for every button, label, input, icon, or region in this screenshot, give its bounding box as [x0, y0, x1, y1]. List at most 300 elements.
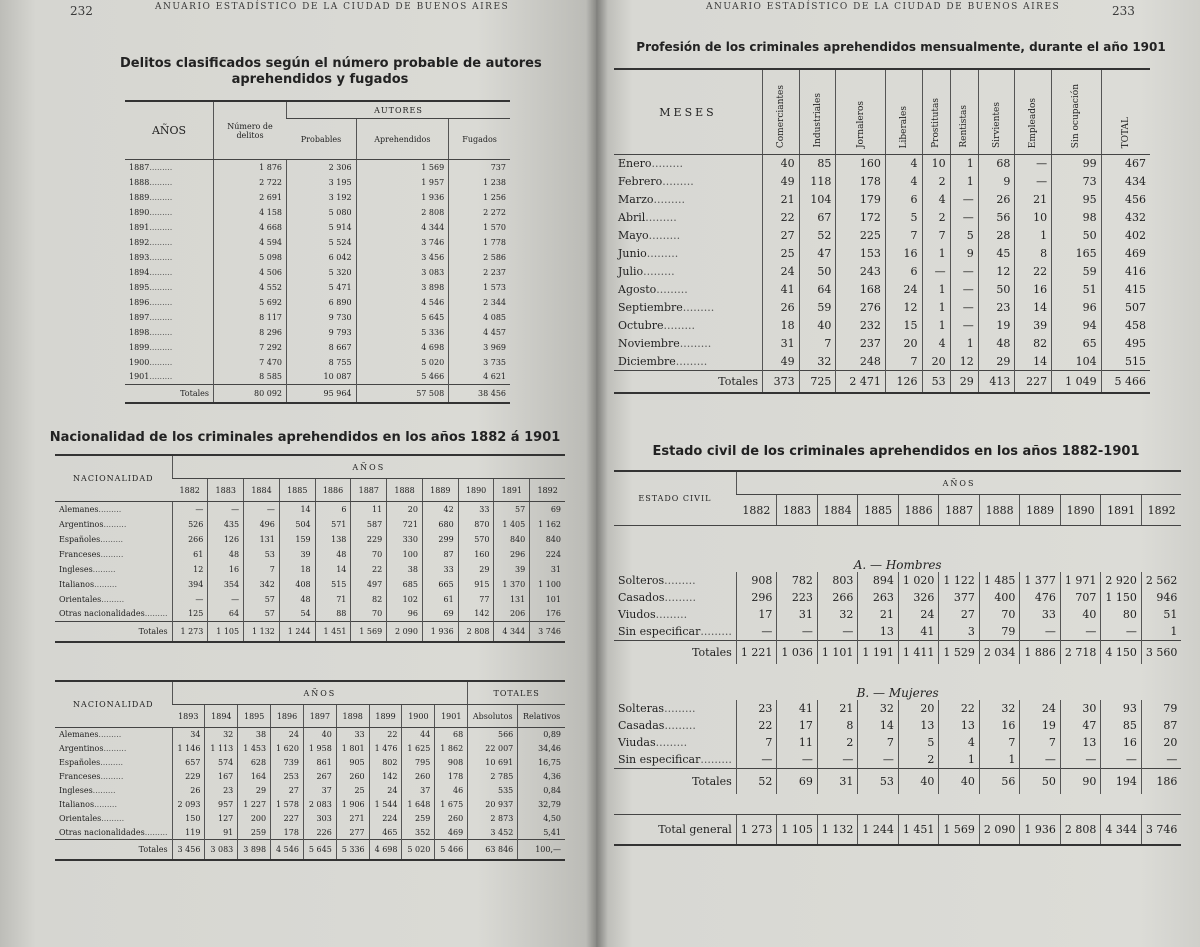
cell-value: 18: [763, 317, 800, 335]
table-row: [125, 310, 510, 325]
year-header: 1882: [172, 479, 208, 502]
table-row: [125, 295, 510, 310]
cell-value: 435: [208, 517, 244, 532]
cell-value: 1 122: [939, 572, 980, 589]
table-profesion-mensual: [614, 68, 1150, 394]
total-value: 5 336: [336, 840, 369, 860]
year-header: 1892: [530, 479, 565, 502]
col-header-profesion: [1101, 69, 1150, 155]
total-value: 5 466: [435, 840, 468, 860]
cell-value: 253: [271, 770, 304, 784]
total-value: 50: [1020, 768, 1061, 794]
leader-dots: .........: [149, 252, 173, 262]
col-header-fugados: Fugados: [449, 119, 510, 160]
cell-value: 782: [777, 572, 818, 589]
cell-value: 276: [836, 299, 886, 317]
section-mujeres-row: [614, 664, 1181, 700]
table-row: [55, 577, 565, 592]
cell-value: 50: [978, 281, 1015, 299]
row-month-text: Diciembre: [618, 354, 676, 368]
col-header-profesion-text: Rentistas: [959, 105, 970, 148]
year-header: 1892: [1141, 495, 1181, 526]
row-month: [614, 173, 763, 191]
cell-value: 1: [922, 299, 950, 317]
cell-value: 352: [402, 826, 435, 840]
row-label: [55, 756, 172, 770]
cell-value: 12: [978, 263, 1015, 281]
cell-value: —: [1101, 623, 1142, 640]
cell-value: —: [950, 281, 978, 299]
cell-value: 260: [435, 812, 468, 826]
total-value: 1 411: [898, 640, 939, 664]
cell-value: 260: [336, 770, 369, 784]
table-row: [55, 562, 565, 577]
right-page-number: 233: [1112, 4, 1135, 18]
leader-dots: .........: [655, 608, 688, 621]
total-delitos: 80 092: [214, 385, 287, 403]
cell-value: 330: [387, 532, 423, 547]
total-value: 40: [939, 768, 980, 794]
total-value: 186: [1141, 768, 1181, 794]
row-label-text: Franceses: [59, 772, 101, 781]
cell-value: 16: [885, 245, 922, 263]
cell-value: 48: [315, 547, 351, 562]
cell-value: 46: [435, 784, 468, 798]
total-value: 2 090: [387, 622, 423, 642]
total-value: 1 132: [244, 622, 280, 642]
cell-aprehendidos: 2 808: [356, 205, 449, 220]
cell-aprehendidos: 1 569: [356, 160, 449, 175]
cell-value: 95: [1052, 191, 1102, 209]
cell-value: 4: [885, 173, 922, 191]
cell-value: —: [736, 623, 777, 640]
total-value: 1 569: [939, 815, 980, 845]
cell-value: 277: [336, 826, 369, 840]
cell-value: 6: [315, 502, 351, 517]
row-month-text: Febrero: [618, 175, 663, 188]
col-header-years: AÑOS: [125, 101, 214, 160]
cell-value: 1: [950, 173, 978, 191]
row-label: [55, 532, 172, 547]
cell-value: 7: [736, 734, 777, 751]
cell-value: 42: [422, 502, 458, 517]
cell-value: 260: [402, 770, 435, 784]
cell-value: 227: [271, 812, 304, 826]
cell-value: 2: [922, 173, 950, 191]
table-row: [614, 335, 1150, 353]
cell-delitos: 7 470: [214, 355, 287, 370]
table1-title-line2: aprehendidos y fugados: [231, 72, 409, 87]
cell-value: 1: [922, 317, 950, 335]
row-label-text: Italianos: [59, 800, 95, 809]
total-value: 1 036: [777, 640, 818, 664]
cell-value: 2 920: [1101, 572, 1142, 589]
table-row: [55, 826, 565, 840]
cell-value: 526: [172, 517, 208, 532]
cell-value: 13: [939, 717, 980, 734]
leader-dots: .........: [648, 229, 681, 242]
cell-value: 243: [836, 263, 886, 281]
cell-value: 61: [422, 592, 458, 607]
year-header: 1894: [205, 705, 238, 728]
cell-value: 2 093: [172, 798, 205, 812]
cell-aprehendidos: 4 344: [356, 220, 449, 235]
totals-label: Totales: [55, 622, 172, 642]
cell-value: 229: [351, 532, 387, 547]
cell-value: 47: [1060, 717, 1101, 734]
leader-dots: .........: [149, 372, 173, 382]
cell-value: 27: [939, 606, 980, 623]
total-value: 2 090: [979, 815, 1020, 845]
cell-value: 1: [979, 751, 1020, 768]
cell-value: 37: [303, 784, 336, 798]
total-value: 40: [898, 768, 939, 794]
cell-value: 1 453: [238, 742, 271, 756]
cell-delitos: 2 722: [214, 175, 287, 190]
leader-dots: .........: [664, 702, 696, 715]
cell-value: 138: [315, 532, 351, 547]
cell-value: 587: [351, 517, 387, 532]
cell-value: 6: [885, 191, 922, 209]
cell-value: 266: [172, 532, 208, 547]
cell-value: 915: [458, 577, 494, 592]
cell-value: 1 020: [898, 572, 939, 589]
cell-value: 408: [279, 577, 315, 592]
leader-dots: .........: [662, 175, 694, 188]
cell-value: 15: [885, 317, 922, 335]
cell-value: 131: [494, 592, 530, 607]
total-value: 53: [858, 768, 899, 794]
row-label: [614, 606, 736, 623]
leader-dots: .........: [651, 157, 683, 171]
leader-dots: .........: [149, 237, 173, 247]
row-label: [614, 572, 736, 589]
cell-value: —: [1060, 623, 1101, 640]
total-value: 1 273: [172, 622, 208, 642]
leader-dots: .........: [149, 222, 173, 232]
cell-value: 267: [303, 770, 336, 784]
year-header: 1883: [208, 479, 244, 502]
row-label: [55, 547, 172, 562]
col-header-profesion-text: Industriales: [812, 93, 823, 148]
year-header: 1886: [898, 495, 939, 526]
cell-fugados: 3 969: [449, 340, 510, 355]
spacer-row: [614, 526, 1181, 537]
leader-dots: .........: [643, 265, 675, 278]
cell-value: 571: [315, 517, 351, 532]
cell-value: 94: [1052, 317, 1102, 335]
cell-value: 22: [736, 717, 777, 734]
cell-value: —: [950, 191, 978, 209]
cell-value: 12: [172, 562, 208, 577]
totals-general: [614, 815, 1181, 845]
table-row: [614, 606, 1181, 623]
table-row: [614, 623, 1181, 640]
cell-fugados: 3 735: [449, 355, 510, 370]
cell-value: 515: [315, 577, 351, 592]
leader-dots: .........: [646, 247, 679, 260]
row-year-text: 1898: [129, 327, 150, 337]
leader-dots: .........: [149, 267, 173, 277]
cell-value: 32: [817, 606, 858, 623]
cell-value: 1 100: [530, 577, 565, 592]
cell-value: 402: [1101, 227, 1150, 245]
total-value: 1 049: [1052, 371, 1102, 393]
cell-value: 25: [763, 245, 800, 263]
col-header-profesion-text: Liberales: [898, 105, 909, 148]
cell-value: 4: [939, 734, 980, 751]
row-month: [614, 299, 763, 317]
row-month: [614, 335, 763, 353]
cell-value: 50: [1052, 227, 1102, 245]
total-value: 1 451: [898, 815, 939, 845]
cell-value: 27: [271, 784, 304, 798]
col-header-profesion-text: Empleados: [1028, 97, 1039, 148]
total-value: 2 808: [1060, 815, 1101, 845]
cell-value: 87: [1141, 717, 1181, 734]
cell-value: 29: [978, 353, 1015, 371]
cell-value: 53: [244, 547, 280, 562]
cell-value: —: [777, 751, 818, 768]
table-row: [614, 209, 1150, 227]
cell-value: 70: [351, 607, 387, 622]
total-value: 1 105: [208, 622, 244, 642]
leader-dots: .........: [103, 519, 127, 529]
cell-value: 14: [1015, 353, 1052, 371]
table-row: [614, 353, 1150, 371]
cell-value: 4: [885, 155, 922, 173]
row-year: [125, 220, 214, 235]
cell-value: —: [950, 209, 978, 227]
cell-value: 1: [1015, 227, 1052, 245]
cell-value: 87: [422, 547, 458, 562]
total-value: 2 808: [458, 622, 494, 642]
cell-value: 465: [369, 826, 402, 840]
cell-value: 179: [836, 191, 886, 209]
cell-value: 18: [279, 562, 315, 577]
cell-value: 840: [494, 532, 530, 547]
row-label: [55, 784, 172, 798]
cell-value: 168: [836, 281, 886, 299]
year-header: 1899: [369, 705, 402, 728]
cell-value: 39: [494, 562, 530, 577]
cell-value: 229: [172, 770, 205, 784]
cell-probables: 5 080: [287, 205, 357, 220]
total-value: 53: [922, 371, 950, 393]
cell-aprehendidos: 3 083: [356, 265, 449, 280]
cell-value: 416: [1101, 263, 1150, 281]
cell-value: —: [817, 751, 858, 768]
cell-value: 0,89: [518, 728, 565, 742]
cell-value: 22 007: [468, 742, 518, 756]
cell-value: 153: [836, 245, 886, 263]
table-row: [125, 340, 510, 355]
cell-value: 1 578: [271, 798, 304, 812]
cell-value: 22: [1015, 263, 1052, 281]
cell-value: 1 377: [1020, 572, 1061, 589]
leader-dots: .........: [144, 827, 168, 837]
total-value: 1 105: [777, 815, 818, 845]
cell-value: 32: [979, 700, 1020, 717]
row-label-text: Italianos: [59, 579, 95, 589]
cell-value: 1 620: [271, 742, 304, 756]
cell-value: 25: [336, 784, 369, 798]
cell-value: 5,41: [518, 826, 565, 840]
cell-value: 1 485: [979, 572, 1020, 589]
year-header: 1889: [1020, 495, 1061, 526]
cell-value: 26: [763, 299, 800, 317]
cell-value: 377: [939, 589, 980, 606]
total-value: 5 466: [1101, 371, 1150, 393]
cell-value: 93: [1101, 700, 1142, 717]
left-page: [0, 0, 596, 947]
row-year-text: 1887: [129, 162, 150, 172]
cell-value: 22: [369, 728, 402, 742]
cell-aprehendidos: 1 957: [356, 175, 449, 190]
cell-value: 101: [530, 592, 565, 607]
cell-aprehendidos: 3 746: [356, 235, 449, 250]
table-row: [614, 191, 1150, 209]
cell-value: 61: [172, 547, 208, 562]
cell-value: 16: [1015, 281, 1052, 299]
table2-title: Nacionalidad de los criminales aprehendidos en los años 1882 á 1901: [49, 430, 561, 445]
cell-value: 394: [172, 577, 208, 592]
cell-fugados: 2 237: [449, 265, 510, 280]
table-row: [55, 592, 565, 607]
leader-dots: .........: [656, 283, 688, 296]
year-header: 1884: [244, 479, 280, 502]
row-year-text: 1894: [129, 267, 150, 277]
leader-dots: .........: [149, 357, 173, 367]
col-header-profesion: [799, 69, 836, 155]
cell-fugados: 1 778: [449, 235, 510, 250]
cell-value: 497: [351, 577, 387, 592]
row-label-text: Solteras: [618, 702, 665, 715]
cell-value: 28: [978, 227, 1015, 245]
row-label: [614, 623, 736, 640]
cell-value: 69: [422, 607, 458, 622]
row-year-text: 1893: [129, 252, 150, 262]
cell-delitos: 4 594: [214, 235, 287, 250]
cell-value: —: [1141, 751, 1181, 768]
cell-value: 48: [208, 547, 244, 562]
cell-value: 566: [468, 728, 518, 742]
table-row: [125, 205, 510, 220]
cell-value: 415: [1101, 281, 1150, 299]
row-year: [125, 295, 214, 310]
row-label: [614, 717, 736, 734]
cell-value: 296: [736, 589, 777, 606]
cell-value: 14: [279, 502, 315, 517]
totals-row: [55, 840, 565, 860]
cell-delitos: 4 158: [214, 205, 287, 220]
total-value: 1 529: [939, 640, 980, 664]
cell-value: 6: [885, 263, 922, 281]
total-value: 90: [1060, 768, 1101, 794]
cell-probables: 3 192: [287, 190, 357, 205]
cell-value: 22: [939, 700, 980, 717]
cell-delitos: 8 296: [214, 325, 287, 340]
cell-aprehendidos: 5 020: [356, 355, 449, 370]
cell-value: 82: [1015, 335, 1052, 353]
cell-value: 271: [336, 812, 369, 826]
row-month-text: Julio: [618, 265, 644, 278]
cell-value: 507: [1101, 299, 1150, 317]
cell-fugados: 1 570: [449, 220, 510, 235]
row-label: [614, 589, 736, 606]
total-value: 3 560: [1141, 640, 1181, 664]
cell-value: 1 162: [530, 517, 565, 532]
row-label: [55, 562, 172, 577]
cell-value: 45: [978, 245, 1015, 263]
cell-value: 142: [369, 770, 402, 784]
total-value: 413: [978, 371, 1015, 393]
cell-value: 104: [799, 191, 836, 209]
cell-value: 739: [271, 756, 304, 770]
cell-value: 0,84: [518, 784, 565, 798]
cell-value: 49: [763, 353, 800, 371]
leader-dots: .........: [675, 354, 708, 368]
cell-value: 7: [799, 335, 836, 353]
cell-value: 165: [1052, 245, 1102, 263]
cell-fugados: 4 085: [449, 310, 510, 325]
cell-delitos: 8 585: [214, 370, 287, 385]
row-label-text: Alemanes: [59, 504, 99, 514]
leader-dots: .........: [149, 342, 173, 352]
table-row: [614, 589, 1181, 606]
row-year: [125, 325, 214, 340]
row-month: [614, 317, 763, 335]
cell-value: 20: [922, 353, 950, 371]
cell-value: —: [950, 317, 978, 335]
section-mujeres: B. — Mujeres: [856, 686, 939, 700]
cell-value: 1 146: [172, 742, 205, 756]
cell-value: 7: [244, 562, 280, 577]
cell-value: 9: [950, 245, 978, 263]
table-row: [125, 160, 510, 175]
cell-value: 24: [898, 606, 939, 623]
cell-value: 54: [279, 607, 315, 622]
cell-aprehendidos: 5 336: [356, 325, 449, 340]
row-month: [614, 209, 763, 227]
leader-dots: .........: [682, 301, 715, 314]
leader-dots: .........: [149, 162, 173, 172]
totals-row: [614, 371, 1150, 393]
cell-value: 7: [858, 734, 899, 751]
table-row: [125, 250, 510, 265]
cell-value: 496: [244, 517, 280, 532]
cell-value: 57: [244, 607, 280, 622]
cell-value: 40: [799, 317, 836, 335]
cell-value: 11: [351, 502, 387, 517]
cell-value: 5: [898, 734, 939, 751]
cell-value: 57: [494, 502, 530, 517]
cell-value: —: [1020, 751, 1061, 768]
cell-value: 469: [435, 826, 468, 840]
cell-value: 803: [817, 572, 858, 589]
leader-dots: .........: [149, 297, 173, 307]
year-header: 1891: [494, 479, 530, 502]
totals-mujeres-label: Totales: [614, 768, 736, 794]
cell-value: 504: [279, 517, 315, 532]
cell-value: 49: [763, 173, 800, 191]
cell-value: 34,46: [518, 742, 565, 756]
year-header: 1888: [387, 479, 423, 502]
table-row: [55, 742, 565, 756]
spacer-row: [614, 794, 1181, 815]
col-header-probables: Probables: [287, 119, 357, 160]
col-header-nacionalidad-2: NACIONALIDAD: [55, 681, 172, 728]
